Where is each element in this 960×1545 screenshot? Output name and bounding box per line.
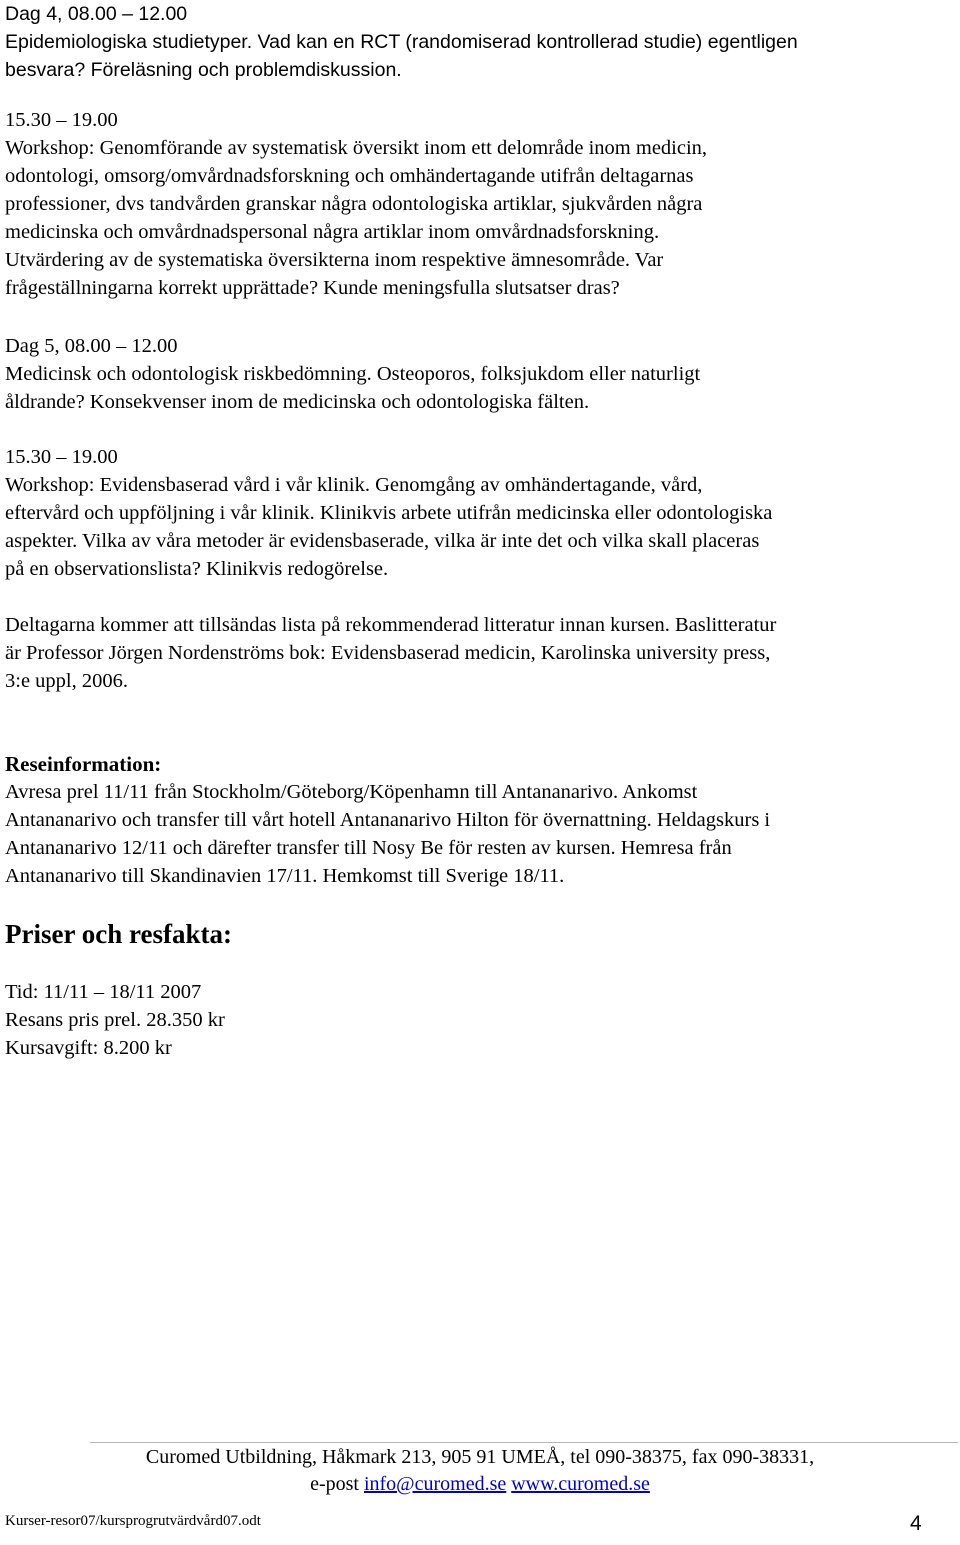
day4-pm-line: Utvärdering av de systematiska översikterna inom respektive ämnesområde. Var bbox=[5, 249, 664, 271]
travel-heading: Reseinformation: bbox=[5, 752, 162, 776]
prices-fee: Kursavgift: 8.200 kr bbox=[5, 1037, 172, 1059]
prices-price: Resans pris prel. 28.350 kr bbox=[5, 1009, 225, 1031]
travel-line: Antananarivo och transfer till vårt hotell Antananarivo Hilton för övernattning. Heldagskurs i bbox=[5, 809, 771, 831]
page-number: 4 bbox=[910, 1512, 922, 1535]
literature-paragraph bbox=[5, 611, 955, 695]
prices-heading-block bbox=[5, 918, 955, 950]
footer-divider bbox=[90, 1442, 958, 1443]
day5-morning-section bbox=[5, 332, 955, 416]
travel-line: Antananarivo 12/11 och därefter transfer till Nosy Be för resten av kursen. Hemresa från bbox=[5, 837, 732, 859]
literature-line: är Professor Jörgen Nordenströms bok: Evidensbaserad medicin, Karolinska university press, bbox=[5, 642, 771, 664]
footer-contact-line bbox=[0, 1471, 960, 1498]
day5-afternoon-section bbox=[5, 443, 955, 583]
footer-address-block bbox=[0, 1444, 960, 1498]
day4-pm-line: medicinska och omvårdnadspersonal några artiklar inom omvårdnadsforskning. bbox=[5, 221, 660, 243]
day4-pm-line: odontologi, omsorg/omvårdnadsforskning och omhändertagande utifrån deltagarnas bbox=[5, 165, 694, 187]
day4-text-line-1: Epidemiologiska studietyper. Vad kan en RCT (randomiserad kontrollerad studie) egentligen bbox=[5, 31, 798, 53]
day5-pm-line: eftervård och uppföljning i vår klinik. Klinikvis arbete utifrån medicinska eller odontologiska bbox=[5, 502, 773, 524]
day5-am-line: Medicinsk och odontologisk riskbedömning. Osteoporos, folksjukdom eller naturligt bbox=[5, 363, 701, 385]
prices-time: Tid: 11/11 – 18/11 2007 bbox=[5, 981, 202, 1003]
footer-address: Curomed Utbildning, Håkmark 213, 905 91 UMEÅ, tel 090-38375, fax 090-38331, bbox=[145, 1446, 815, 1468]
day5-pm-line: på en observationslista? Klinikvis redogörelse. bbox=[5, 558, 389, 580]
day4-pm-line: Workshop: Genomförande av systematisk översikt inom ett delområde inom medicin, bbox=[5, 137, 708, 159]
travel-section bbox=[5, 750, 955, 890]
prices-heading: Priser och resfakta: bbox=[5, 919, 232, 949]
day4-pm-time: 15.30 – 19.00 bbox=[5, 109, 118, 131]
literature-line: Deltagarna kommer att tillsändas lista på rekommenderad litteratur innan kursen. Baslitteratur bbox=[5, 614, 777, 636]
day5-pm-line: Workshop: Evidensbaserad vård i vår klinik. Genomgång av omhändertagande, vård, bbox=[5, 474, 703, 496]
travel-line: Antananarivo till Skandinavien 17/11. Hemkomst till Sverige 18/11. bbox=[5, 865, 565, 887]
day4-morning-section bbox=[5, 0, 955, 84]
travel-line: Avresa prel 11/11 från Stockholm/Göteborg/Köpenhamn till Antananarivo. Ankomst bbox=[5, 781, 698, 803]
website-link[interactable]: www.curomed.se bbox=[511, 1473, 650, 1495]
footer-email-prefix: e-post bbox=[310, 1473, 364, 1495]
email-link[interactable]: info@curomed.se bbox=[363, 1473, 507, 1495]
day4-text-line-2: besvara? Föreläsning och problemdiskussion. bbox=[5, 59, 402, 81]
day5-heading: Dag 5, 08.00 – 12.00 bbox=[5, 335, 178, 357]
literature-line: 3:e uppl, 2006. bbox=[5, 670, 128, 692]
day4-afternoon-section bbox=[5, 106, 955, 302]
footer-filename: Kurser-resor07/kursprogrutvärdvård07.odt bbox=[5, 1513, 261, 1529]
prices-section bbox=[5, 978, 955, 1062]
day4-pm-line: frågeställningarna korrekt upprättade? Kunde meningsfulla slutsatser dras? bbox=[5, 277, 620, 299]
day5-pm-time: 15.30 – 19.00 bbox=[5, 446, 118, 468]
day4-pm-line: professioner, dvs tandvården granskar några odontologiska artiklar, sjukvården några bbox=[5, 193, 703, 215]
day5-pm-line: aspekter. Vilka av våra metoder är evidensbaserade, vilka är inte det och vilka skall placeras bbox=[5, 530, 760, 552]
day4-heading: Dag 4, 08.00 – 12.00 bbox=[5, 3, 188, 25]
day5-am-line: åldrande? Konsekvenser inom de medicinska och odontologiska fälten. bbox=[5, 391, 590, 413]
